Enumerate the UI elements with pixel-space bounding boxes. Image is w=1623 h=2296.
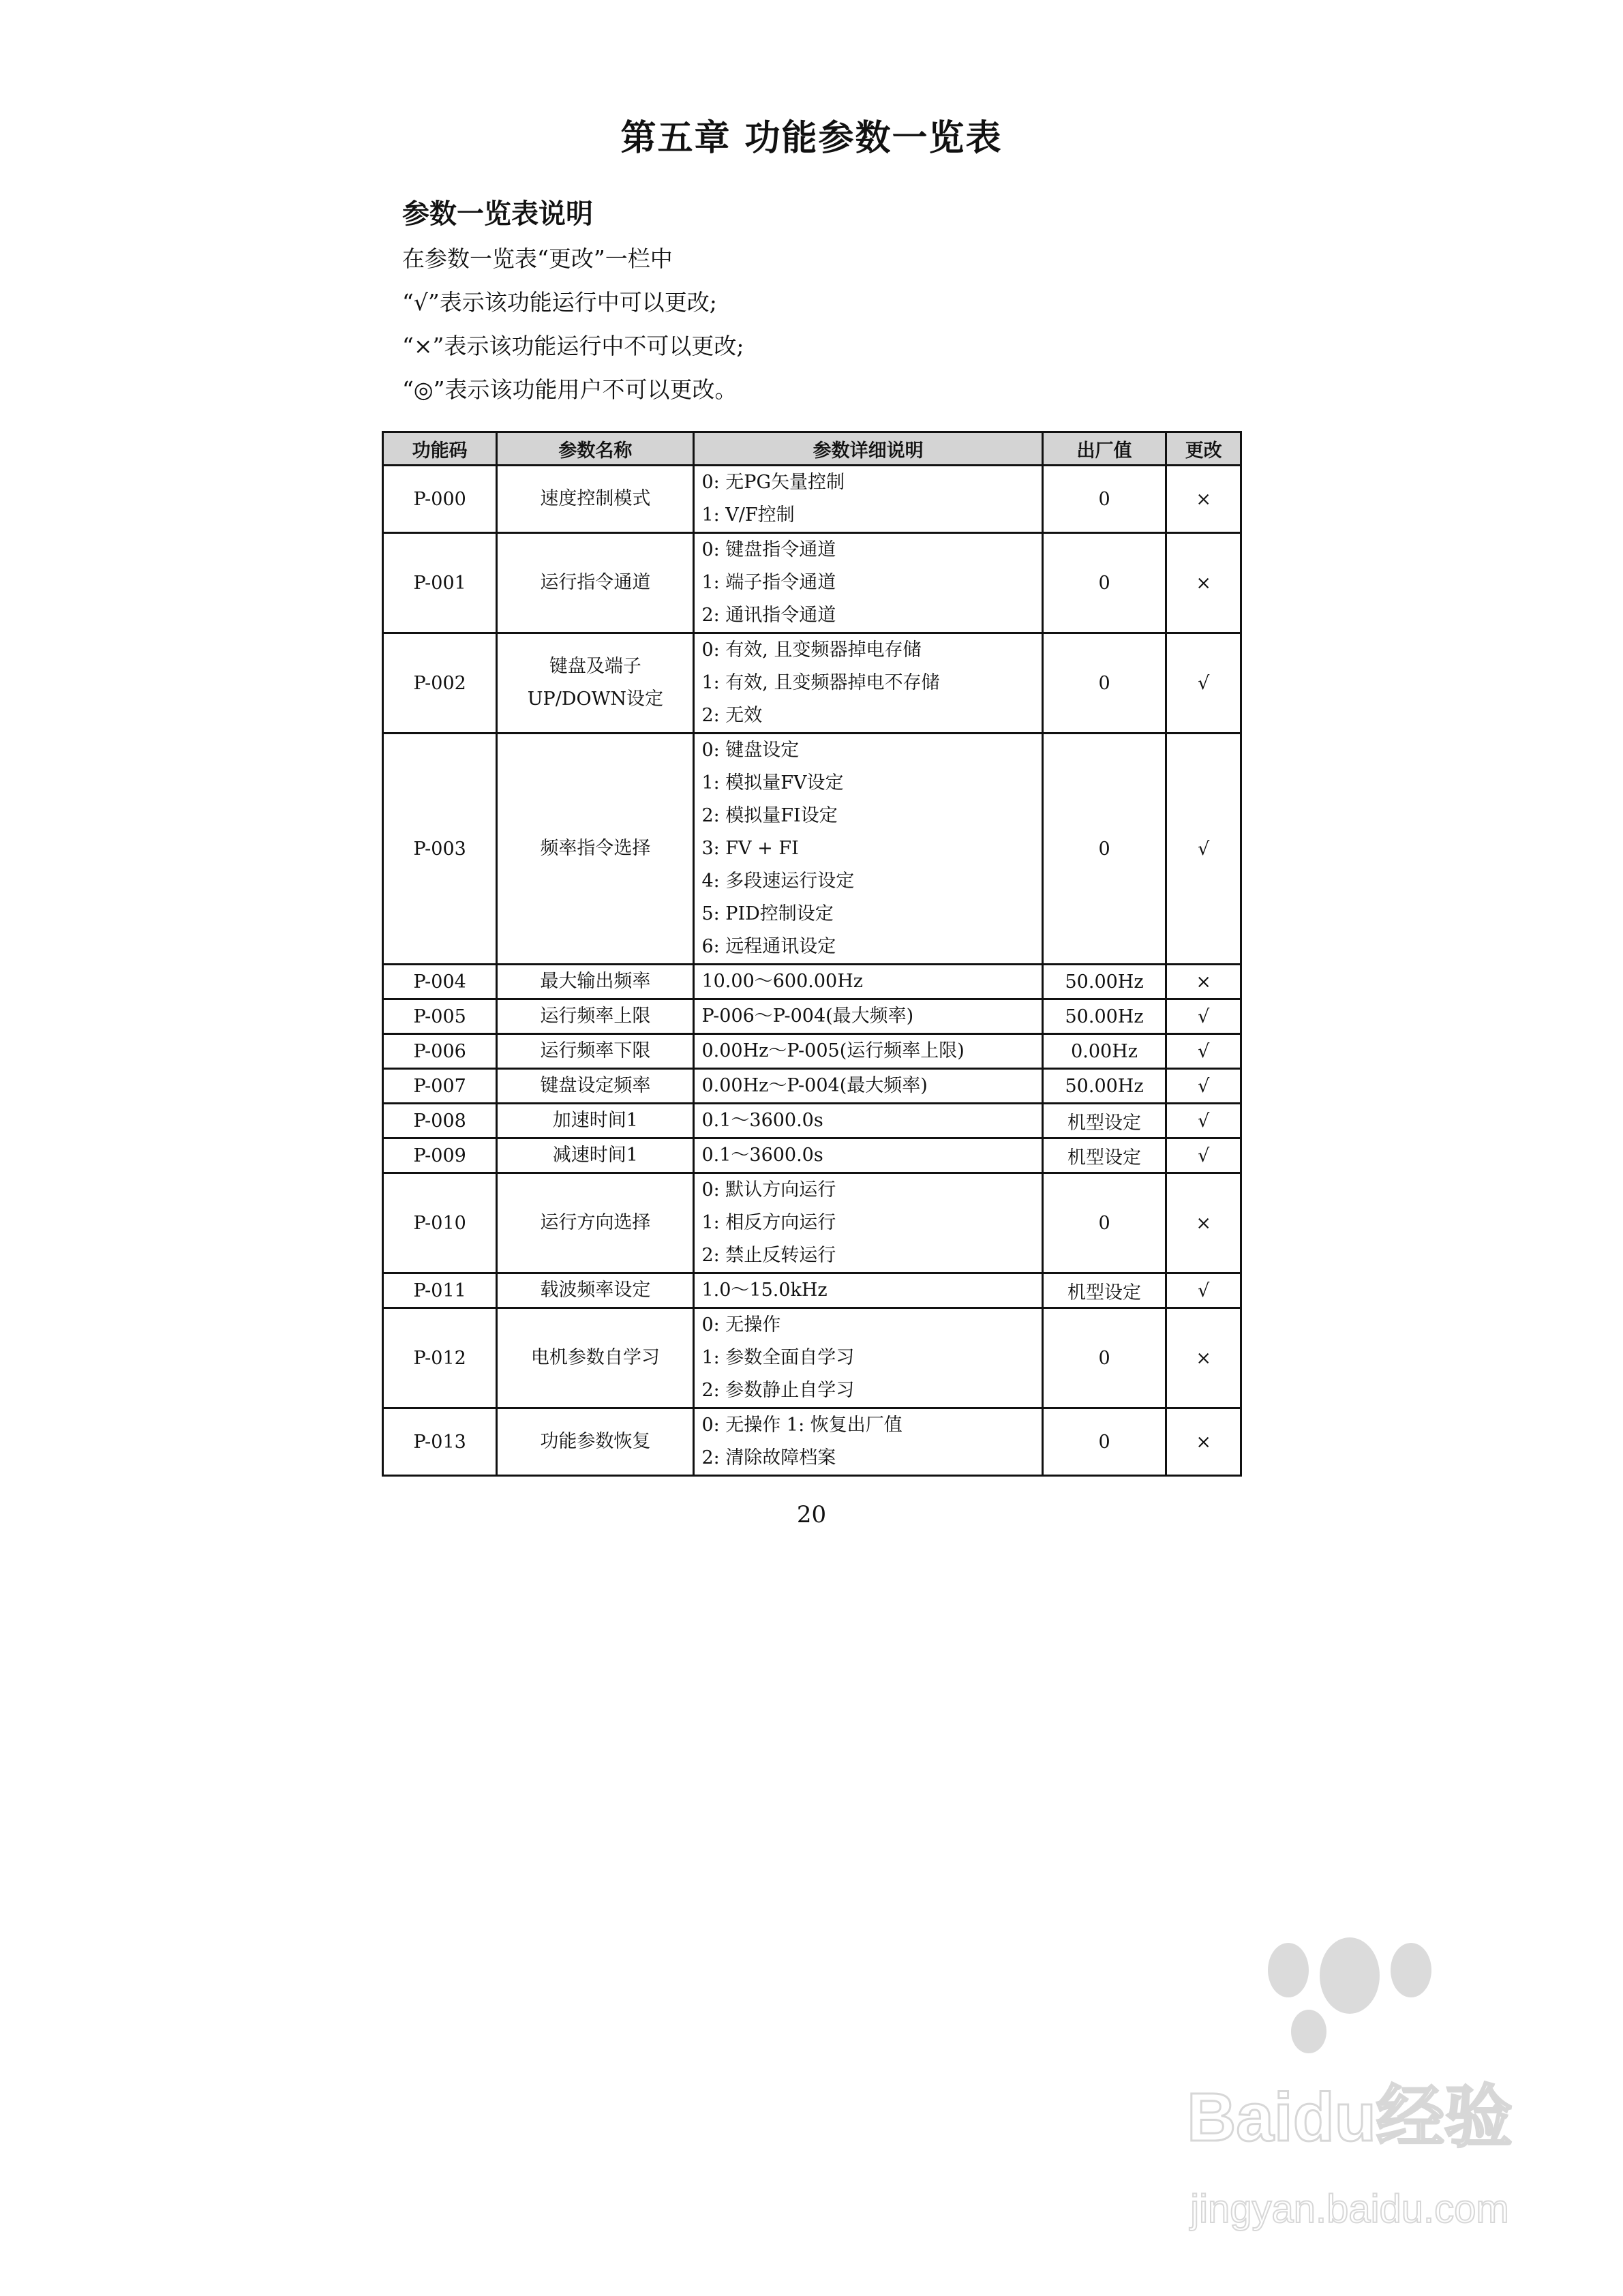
table-row [383,1308,1241,1408]
param-detail-line: 1: V/F控制 [701,504,795,526]
param-detail-line: 0.1～3600.0s [701,1145,823,1166]
param-name [497,1173,694,1273]
param-details [694,1408,1042,1476]
param-detail-line: 2: 禁止反转运行 [701,1245,836,1266]
param-detail-line: 6: 远程通讯设定 [701,936,836,957]
param-default: 0.00Hz [1042,1034,1166,1069]
param-name-line: 加速时间1 [552,1110,638,1131]
param-details [694,1138,1042,1173]
param-details [694,965,1042,999]
param-default: 0 [1042,533,1166,633]
param-name [497,1069,694,1104]
paw-toe-icon [1320,1937,1380,2014]
param-default: 50.00Hz [1042,1069,1166,1104]
param-name [497,633,694,734]
param-change: √ [1166,734,1241,965]
param-change: √ [1166,633,1241,734]
table-row [383,1069,1241,1104]
param-change: × [1166,466,1241,533]
param-details [694,1308,1042,1408]
table-row [383,1034,1241,1069]
param-name-line: 最大输出频率 [540,971,651,992]
table-header-row [383,432,1241,466]
param-detail-line: 0: 无操作 1: 恢复出厂值 [701,1415,902,1436]
param-detail-line: 0.00Hz～P-005(运行频率上限) [701,1040,965,1061]
param-details [694,466,1042,533]
table-row [383,1273,1241,1308]
param-detail-line: 1: 有效, 且变频器掉电不存储 [701,672,940,693]
param-name [497,1138,694,1173]
table-row [383,1173,1241,1273]
param-default: 机型设定 [1042,1104,1166,1138]
param-name-line: 载波频率设定 [540,1280,651,1301]
param-name-line: UP/DOWN设定 [527,689,663,710]
param-change: × [1166,1308,1241,1408]
param-name [497,734,694,965]
intro-text [402,237,744,412]
param-detail-line: 1: 相反方向运行 [701,1212,836,1233]
param-change: √ [1166,1138,1241,1173]
header-change: 更改 [1166,432,1241,466]
param-name-line: 运行频率上限 [540,1006,651,1027]
param-detail-line: 2: 参数静止自学习 [701,1380,855,1401]
param-detail-line: 0.00Hz～P-004(最大频率) [701,1075,928,1096]
param-code: P-007 [383,1069,497,1104]
param-name [497,1408,694,1476]
table-row [383,1408,1241,1476]
param-detail-line: 10.00～600.00Hz [701,971,863,992]
table-row [383,466,1241,533]
param-name [497,999,694,1034]
paw-toe-icon [1291,2010,1326,2053]
page-number: 20 [796,1501,827,1528]
param-details [694,1173,1042,1273]
param-default: 0 [1042,734,1166,965]
param-change: × [1166,1408,1241,1476]
param-name-line: 键盘设定频率 [540,1075,651,1096]
table-row [383,1104,1241,1138]
param-detail-line: 1: 模拟量FV设定 [701,772,844,794]
table-row [383,734,1241,965]
param-code: P-011 [383,1273,497,1308]
table-row [383,633,1241,734]
param-default: 机型设定 [1042,1273,1166,1308]
param-default: 机型设定 [1042,1138,1166,1173]
param-code: P-006 [383,1034,497,1069]
param-name [497,1104,694,1138]
param-name-line: 减速时间1 [552,1145,638,1166]
param-code: P-000 [383,466,497,533]
param-detail-line: 0: 无操作 [701,1314,781,1335]
param-details [694,1104,1042,1138]
param-name-line: 键盘及端子 [549,656,641,677]
param-detail-line: 0: 键盘设定 [701,740,800,761]
param-code: P-008 [383,1104,497,1138]
param-name-line: 功能参数恢复 [540,1431,651,1452]
param-details [694,999,1042,1034]
param-detail-line: 1.0～15.0kHz [701,1280,828,1301]
param-detail-line: 1: 参数全面自学习 [701,1347,855,1368]
param-code: P-010 [383,1173,497,1273]
param-default: 0 [1042,633,1166,734]
param-change: √ [1166,1034,1241,1069]
param-code: P-009 [383,1138,497,1173]
param-name-line: 运行指令通道 [540,572,651,593]
param-name [497,533,694,633]
intro-line: “◎”表示该功能用户不可以更改。 [402,376,738,403]
header-code: 功能码 [383,432,497,466]
param-code: P-001 [383,533,497,633]
param-name-line: 运行方向选择 [540,1212,651,1233]
param-detail-line: 2: 通讯指令通道 [701,605,836,626]
param-code: P-004 [383,965,497,999]
param-details [694,734,1042,965]
header-name: 参数名称 [497,432,694,466]
param-change: √ [1166,1104,1241,1138]
param-change: √ [1166,1069,1241,1104]
param-change: √ [1166,999,1241,1034]
param-detail-line: 0: 有效, 且变频器掉电存储 [701,639,922,661]
table-row [383,999,1241,1034]
watermark-brand: Baidu经验 [1187,2079,1513,2156]
paw-toe-icon [1268,1943,1309,1997]
param-change: √ [1166,1273,1241,1308]
param-name [497,466,694,533]
param-detail-line: 0.1～3600.0s [701,1110,823,1131]
param-code: P-002 [383,633,497,734]
param-default: 0 [1042,1308,1166,1408]
table-row [383,965,1241,999]
parameter-table [382,431,1242,1477]
param-default: 50.00Hz [1042,965,1166,999]
param-detail-line: P-006～P-004(最大频率) [701,1006,914,1027]
param-details [694,1034,1042,1069]
param-detail-line: 2: 模拟量FI设定 [701,805,838,826]
param-detail-line: 2: 无效 [701,705,763,726]
param-code: P-013 [383,1408,497,1476]
param-change: × [1166,533,1241,633]
param-default: 50.00Hz [1042,999,1166,1034]
param-default: 0 [1042,466,1166,533]
param-detail-line: 0: 键盘指令通道 [701,539,836,560]
param-detail-line: 2: 清除故障档案 [701,1447,836,1468]
param-name-line: 速度控制模式 [540,488,651,509]
section-subtitle: 参数一览表说明 [402,198,593,230]
param-detail-line: 0: 无PG矢量控制 [701,472,845,493]
param-name-line: 频率指令选择 [540,838,651,859]
param-detail-line: 3: FV + FI [701,838,799,859]
param-name [497,1273,694,1308]
param-name-line: 电机参数自学习 [530,1347,660,1368]
param-detail-line: 1: 端子指令通道 [701,572,836,593]
param-default: 0 [1042,1408,1166,1476]
param-details [694,533,1042,633]
param-change: × [1166,965,1241,999]
param-details [694,1273,1042,1308]
param-code: P-012 [383,1308,497,1408]
param-name [497,1308,694,1408]
intro-line: 在参数一览表“更改”一栏中 [402,245,673,272]
baidu-jingyan-watermark [1152,1922,1547,2256]
param-code: P-003 [383,734,497,965]
page-title: 第五章 功能参数一览表 [620,117,1003,159]
param-change: × [1166,1173,1241,1273]
param-code: P-005 [383,999,497,1034]
intro-line: “×”表示该功能运行中不可以更改; [402,333,744,359]
param-name [497,1034,694,1069]
param-name-line: 运行频率下限 [540,1040,651,1061]
param-details [694,633,1042,734]
param-name [497,965,694,999]
param-detail-line: 4: 多段速运行设定 [701,871,855,892]
param-default: 0 [1042,1173,1166,1273]
paw-toe-icon [1391,1943,1431,1997]
header-details: 参数详细说明 [694,432,1042,466]
intro-line: “√”表示该功能运行中可以更改; [402,289,717,316]
param-details [694,1069,1042,1104]
table-row [383,1138,1241,1173]
header-default: 出厂值 [1042,432,1166,466]
param-detail-line: 0: 默认方向运行 [701,1179,836,1200]
table-row [383,533,1241,633]
watermark-url: jingyan.baidu.com [1190,2187,1509,2231]
table-body [383,466,1241,1476]
param-detail-line: 5: PID控制设定 [701,903,834,924]
